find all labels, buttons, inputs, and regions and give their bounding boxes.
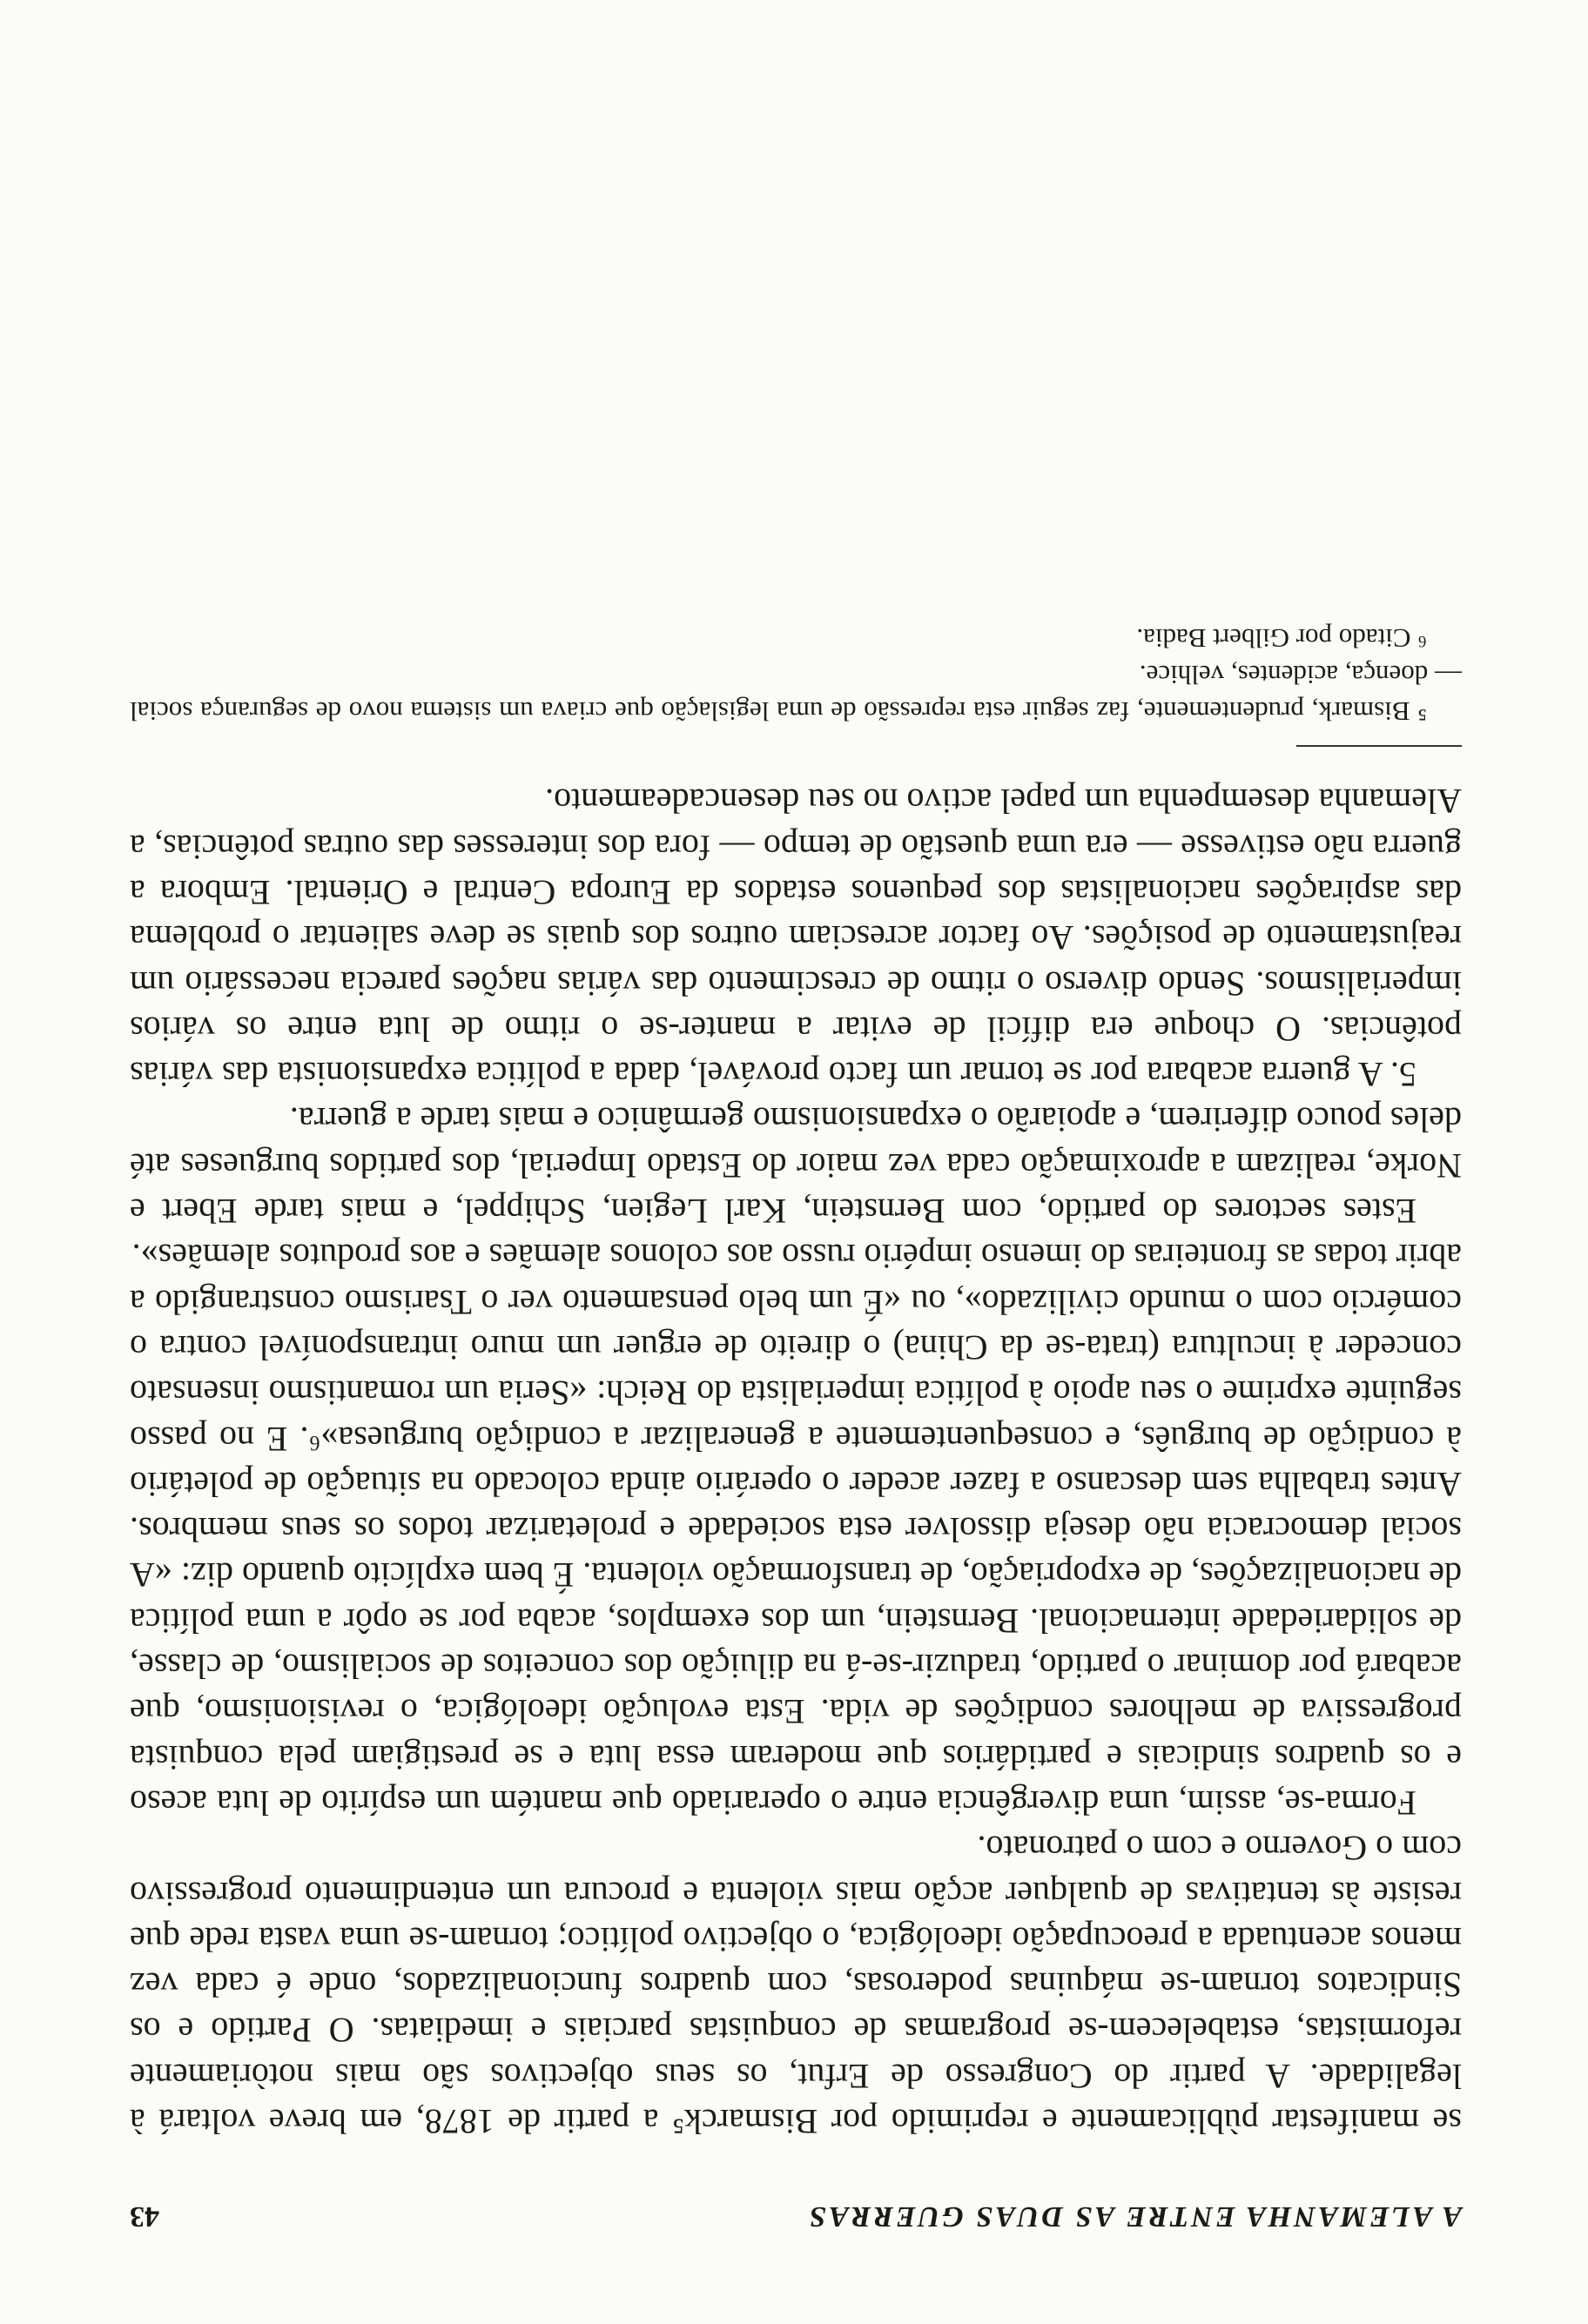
footnote-6: ⁶ Citado por Gilbert Badia. [1136,623,1427,655]
page-number: 43 [130,2200,159,2233]
paragraph-3: Estes sectores do partido, com Bernstein, Karl Legien, Schippel, e mais tarde Ebert e Norke, realizam a aproximação cada vez maior do Estado Imperial, dos partidos burgueses até deles pouco diferirem, e apoiarão o expansionismo germânico e mais tarde a guerra. [130,1100,1462,1232]
running-title: A ALEMANHA ENTRE AS DUAS GUERRAS [807,2200,1462,2233]
paragraph-2: Forma-se, assim, uma divergência entre o operariado que mantém um espírito de luta aceso e os quadros sindicais e partidários que moderam essa luta e se prestigiam pela conquista progressiva de melhores condições de vida. Esta evolução ideológica, o revisionismo, que acabará por dominar o partido, traduzir-se-á na diluição dos conceitos de socialismo, de classe, de solidariedade internacional. Bernstein, um dos exemplos, acaba por se opôr a uma política de nacionalizações, de expopriação, de transformação violenta. É bem explícito quando diz: «A social democracia não deseja dissolver esta sociedade e proletarizar todos os seus membros. Antes trabalha sem descanso a fazer aceder o operário ainda colocado na situação de poletário à condição de burguês, e consequentemente a generalizar a condição burguesa»⁶. E no passo seguinte exprime o seu apoio à política imperialista do Reich: «Seria um romantismo insensato conceder à incultura (trata-se da China) o direito de erguer um muro intransponível contra o comércio com o mundo civilizado», ou «É um belo pensamento ver o Tsarismo constrangido a abrir todas as fronteiras do imenso império russo aos colonos alemães e aos produtos alemães». [130,1237,1462,1823]
page-content [130,620,1462,2233]
body-text [130,778,1462,2144]
paragraph-4: 5. A guerra acabara por se tornar um facto provável, dada a política expansionista das várias potências. O choque era difícil de evitar a manter-se o ritmo de luta entre os vários imperialismos. Sendo diverso o ritmo de crescimento das várias nações parecia necessário um reajustamento de posições. Ao factor acresciam outros dos quais se deve salientar o problema das aspirações nacionalistas dos pequenos estados da Europa Central e Oriental. Embora a guerra não estivesse — era uma questão de tempo — fora dos interesses das outras potências, a Alemanha desempenha um papel activo no seu desencadeamento. [130,782,1462,1095]
running-head [130,2172,1462,2233]
footnotes [130,620,1462,729]
footnote-divider [1296,745,1462,747]
paragraph-1: se manifestar pùblicamente e reprimido por Bismarck⁵ a partir de 1878, em breve voltará à legalidade. A partir do Congresso de Erfut, os seus objectivos são mais notòriamente reformistas, estabelecem-se programas de conquistas parciais e imediatas. O Partido e os Sindicatos tornam-se máquinas poderosas, com quadros funcionalizados, onde é cada vez menos acentuada a preocupação ideológica, o objectivo político; tornam-se uma vasta rede que resiste às tentativas de qualquer acção mais violenta e procura um entendimento progressivo com o Governo e com o patronato. [130,1829,1462,2141]
footnote-5: ⁵ Bismark, prudentemente, faz seguir esta repressão de uma legislação que criava um sistema novo de segurança social — doença, acidentes, velhice. [130,660,1462,728]
